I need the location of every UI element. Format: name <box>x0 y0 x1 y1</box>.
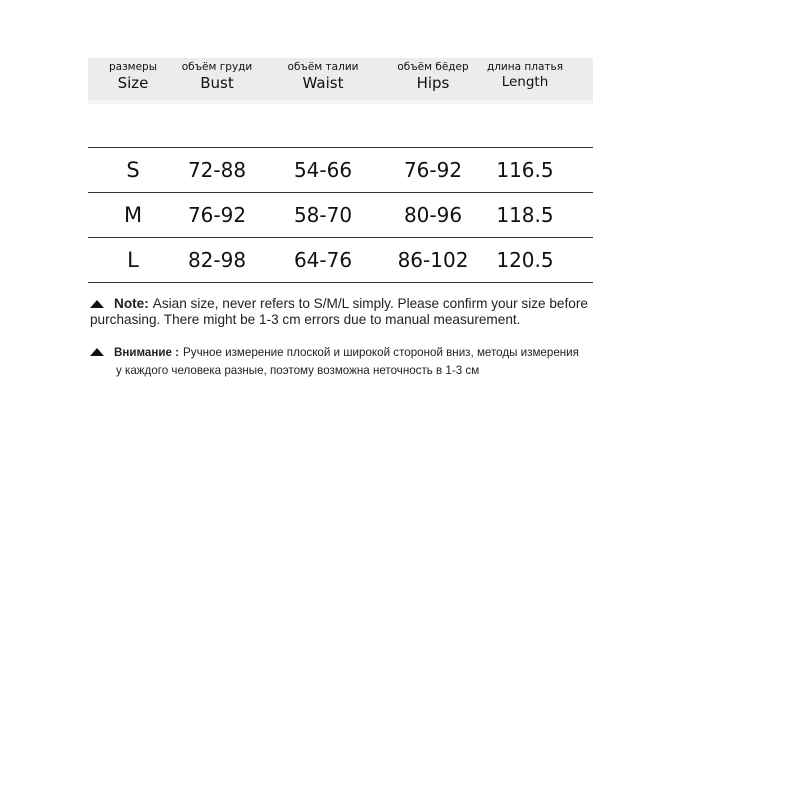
cell-bust: 82-98 <box>187 248 247 272</box>
header-waist-ru: объём талии <box>287 61 359 73</box>
cell-waist: 54-66 <box>293 158 353 182</box>
cell-size: L <box>127 248 139 272</box>
size-chart-header <box>88 58 593 100</box>
header-size-en: Size <box>117 74 149 92</box>
cell-bust: 72-88 <box>187 158 247 182</box>
note-line-2: у каждого человека разные, поэтому возможна неточность в 1-3 см <box>116 364 480 377</box>
cell-size: S <box>126 158 140 182</box>
note-line-1: Asian size, never refers to S/M/L simply. Please confirm your size before <box>152 296 588 311</box>
header-waist <box>278 58 368 100</box>
cell-hips: 76-92 <box>403 158 463 182</box>
triangle-up-icon <box>90 300 104 308</box>
cell-length: 116.5 <box>496 158 554 182</box>
header-shadow <box>88 100 593 104</box>
note-russian <box>90 344 600 380</box>
header-size-ru: размеры <box>108 61 158 73</box>
triangle-up-icon <box>90 348 104 356</box>
cell-waist: 58-70 <box>293 203 353 227</box>
table-row <box>88 238 593 282</box>
cell-length: 118.5 <box>496 203 554 227</box>
note-label: Note: <box>114 296 149 311</box>
note-label: Внимание : <box>114 346 180 359</box>
header-hips <box>388 58 478 100</box>
header-bust <box>172 58 262 100</box>
header-length-ru: длина платья <box>486 61 564 73</box>
header-hips-en: Hips <box>416 74 450 92</box>
table-row <box>88 193 593 237</box>
header-row <box>88 58 593 100</box>
header-hips-ru: объём бёдер <box>397 61 469 73</box>
table-row <box>88 148 593 192</box>
cell-waist: 64-76 <box>293 248 353 272</box>
note-line-2: purchasing. There might be 1-3 cm errors due to manual measurement. <box>90 312 521 327</box>
header-length <box>480 58 570 100</box>
table-divider <box>88 282 593 283</box>
cell-bust: 76-92 <box>187 203 247 227</box>
header-size <box>88 58 178 100</box>
header-bust-ru: объём груди <box>181 61 253 73</box>
cell-length: 120.5 <box>496 248 554 272</box>
size-table <box>88 147 593 283</box>
header-length-en: Length <box>501 74 549 90</box>
cell-hips: 80-96 <box>403 203 463 227</box>
cell-hips: 86-102 <box>397 248 469 272</box>
note-english <box>90 296 600 328</box>
note-line-1: Ручное измерение плоской и широкой стороной вниз, методы измерения <box>183 346 579 359</box>
header-bust-en: Bust <box>200 74 234 92</box>
header-waist-en: Waist <box>302 74 344 92</box>
cell-size: M <box>123 203 143 227</box>
